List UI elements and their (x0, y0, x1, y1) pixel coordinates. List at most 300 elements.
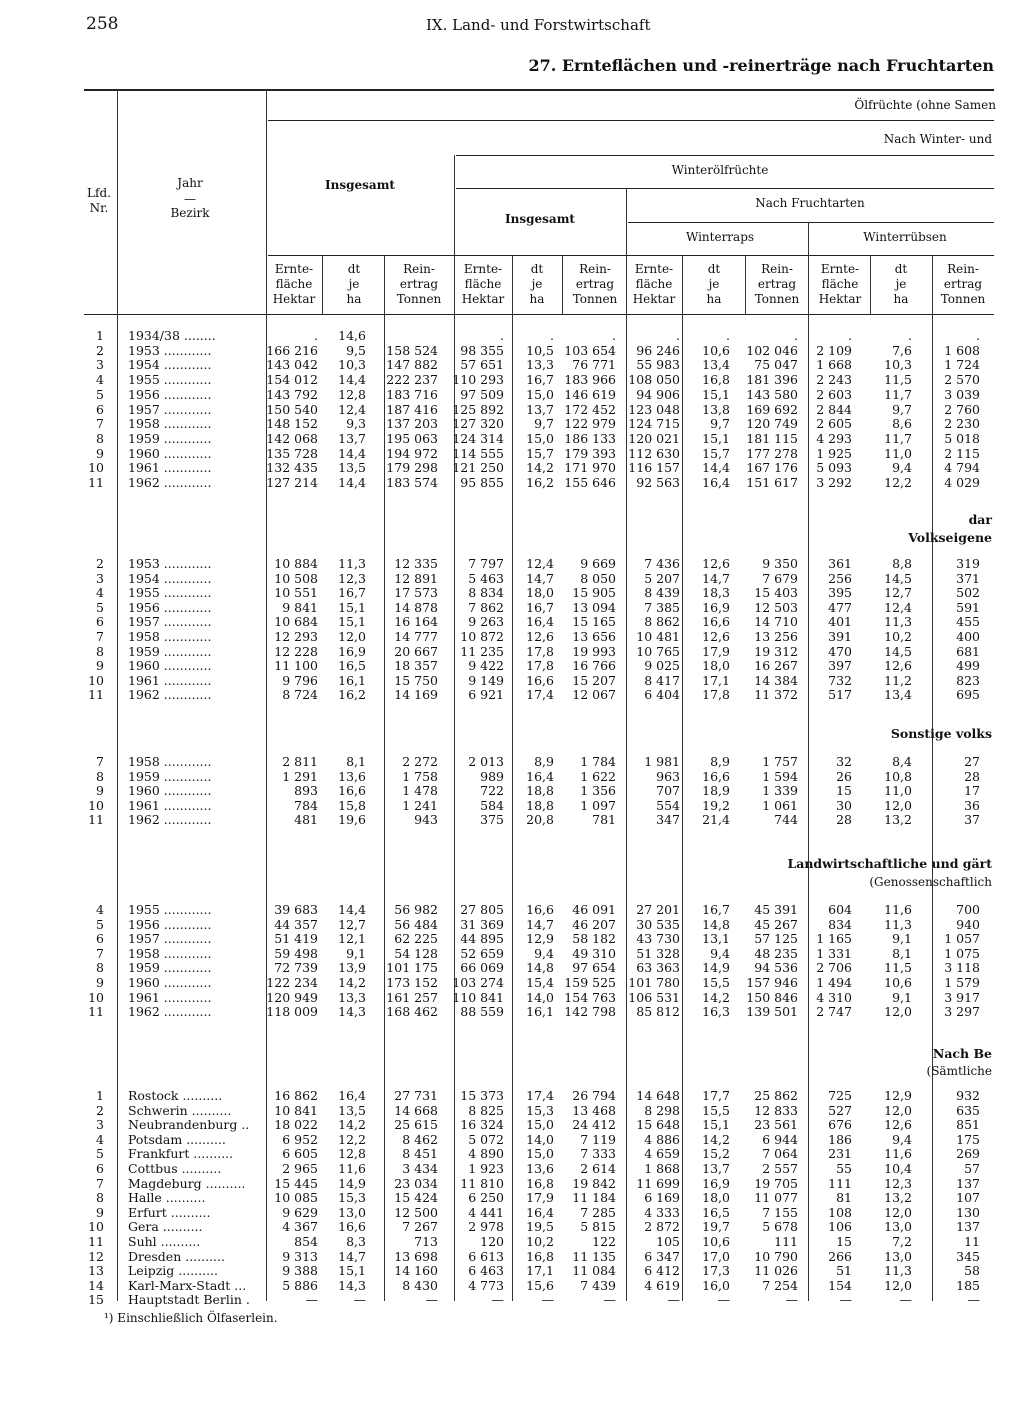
row-label: Neubrandenburg .. (128, 1117, 250, 1133)
cell-col-2: 13,0 (338, 1204, 366, 1220)
cell-col-4: 66 069 (460, 960, 504, 976)
row-number: 9 (96, 1204, 104, 1220)
subheader-ertrag_je_ha-3: dt je ha (706, 262, 722, 306)
cell-col-9: 167 176 (746, 460, 798, 476)
cell-col-4: 9 149 (468, 672, 504, 688)
table-row (0, 902, 1024, 917)
cell-col-3: 194 972 (386, 445, 438, 461)
cell-col-3: 8 430 (402, 1277, 438, 1293)
cell-col-9: 102 046 (746, 342, 798, 358)
row-label: 1962 ............ (128, 475, 212, 490)
cell-col-9: . (794, 328, 798, 343)
cell-col-2: 11,6 (338, 1161, 366, 1176)
table-row (0, 812, 1024, 827)
cell-col-1: 148 152 (266, 416, 318, 432)
cell-col-12: 4 794 (944, 460, 980, 476)
cell-col-10: 2 706 (816, 960, 852, 976)
cell-col-12: 940 (956, 916, 980, 932)
table-row (0, 585, 1024, 600)
cell-col-12: 130 (956, 1204, 980, 1220)
cell-col-7: 1 868 (644, 1161, 680, 1176)
table-row (0, 431, 1024, 446)
cell-col-7: 8 862 (644, 614, 680, 630)
cell-col-10: 395 (828, 585, 852, 601)
row-label: 1961 ............ (128, 989, 212, 1005)
subheader-reinertrag-1: Rein- ertrag Tonnen (396, 262, 442, 306)
cell-col-5: — (541, 1292, 554, 1308)
cell-col-11: 9,4 (892, 460, 912, 476)
row-number: 7 (96, 416, 104, 432)
cell-col-1: 5 886 (282, 1277, 318, 1293)
cell-col-10: 470 (828, 643, 852, 659)
cell-col-8: 14,2 (702, 1131, 730, 1147)
cell-col-10: 106 (828, 1219, 852, 1235)
cell-col-5: 10,5 (526, 342, 554, 358)
cell-col-5: 16,8 (526, 1248, 554, 1264)
cell-col-2: — (353, 1292, 366, 1308)
row-number: 5 (96, 599, 104, 615)
cell-col-5: 17,9 (526, 1190, 554, 1206)
cell-col-4: 6 921 (468, 687, 504, 703)
cell-col-5: 14,0 (526, 1131, 554, 1147)
header-insgesamt: Insgesamt (325, 178, 395, 192)
cell-col-6: 186 133 (564, 430, 616, 446)
cell-col-8: 13,7 (702, 1161, 730, 1176)
cell-col-4: 5 463 (468, 570, 504, 586)
cell-col-10: 30 (836, 797, 852, 813)
row-number: 12 (88, 1248, 104, 1264)
cell-col-7: 27 201 (636, 902, 680, 917)
subheader-flaeche-4: Ernte- fläche Hektar (818, 262, 862, 306)
table-row (0, 460, 1024, 475)
table-row (0, 1190, 1024, 1205)
cell-col-10: 81 (836, 1190, 852, 1206)
row-label: 1957 ............ (128, 614, 212, 630)
header-insgesamt-winter: Insgesamt (505, 212, 575, 226)
cell-col-10: 725 (828, 1088, 852, 1103)
cell-col-2: 12,8 (338, 386, 366, 402)
cell-col-1: 142 068 (266, 430, 318, 446)
subheader-reinertrag-3: Rein- ertrag Tonnen (754, 262, 800, 306)
cell-col-2: 15,1 (338, 614, 366, 630)
cell-col-2: 13,7 (338, 430, 366, 446)
cell-col-1: 39 683 (274, 902, 318, 917)
cell-col-2: 14,3 (338, 1277, 366, 1293)
row-label: 1953 ............ (128, 556, 212, 571)
cell-col-9: 1 061 (762, 797, 798, 813)
row-number: 7 (96, 1175, 104, 1191)
cell-col-10: . (848, 328, 852, 343)
cell-col-2: 16,4 (338, 1088, 366, 1103)
cell-col-3: 2 272 (402, 754, 438, 769)
cell-col-2: 9,3 (346, 416, 366, 432)
cell-col-12: 681 (956, 643, 980, 659)
cell-col-2: 15,1 (338, 1263, 366, 1279)
row-label: Potsdam .......... (128, 1131, 226, 1147)
cell-col-12: 175 (956, 1131, 980, 1147)
cell-col-6: 172 452 (564, 401, 616, 417)
cell-col-12: 695 (956, 687, 980, 703)
table-row (0, 754, 1024, 769)
cell-col-8: . (726, 328, 730, 343)
cell-col-6: 1 622 (580, 768, 616, 784)
cell-col-11: 11,0 (884, 445, 912, 461)
cell-col-3: 62 225 (394, 931, 438, 947)
cell-col-8: 18,0 (702, 658, 730, 674)
row-label: Schwerin .......... (128, 1102, 232, 1118)
row-label: 1958 ............ (128, 754, 212, 769)
cell-col-4: 6 463 (468, 1263, 504, 1279)
row-label: 1962 ............ (128, 1004, 212, 1020)
cell-col-8: 16,5 (702, 1204, 730, 1220)
vrule-c10 (870, 256, 871, 314)
cell-col-4: 27 805 (460, 902, 504, 917)
row-number: 11 (88, 1234, 104, 1249)
rule-fruchtarten (628, 222, 994, 223)
cell-col-4: 52 659 (460, 945, 504, 961)
cell-col-11: 12,3 (884, 1175, 912, 1191)
row-label: 1958 ............ (128, 945, 212, 961)
cell-col-7: 94 906 (636, 386, 680, 402)
cell-col-4: 7 862 (468, 599, 504, 615)
row-label: 1960 ............ (128, 445, 212, 461)
row-number: 6 (96, 931, 104, 947)
table-head-bottom-rule (84, 314, 994, 315)
subheader-ertrag_je_ha-4: dt je ha (893, 262, 909, 306)
table-row (0, 658, 1024, 673)
cell-col-6: 171 970 (564, 460, 616, 476)
cell-col-9: 1 757 (762, 754, 798, 769)
row-number: 1 (96, 328, 104, 343)
row-number: 8 (96, 1190, 104, 1206)
cell-col-7: 108 050 (628, 372, 680, 388)
cell-col-8: 16,3 (702, 1004, 730, 1020)
cell-col-2: 12,7 (338, 916, 366, 932)
cell-col-5: 13,3 (526, 357, 554, 373)
cell-col-4: 6 250 (468, 1190, 504, 1206)
table-row (0, 946, 1024, 961)
cell-col-4: 95 855 (460, 475, 504, 490)
cell-col-6: 183 966 (564, 372, 616, 388)
cell-col-11: 8,8 (892, 556, 912, 571)
cell-col-4: 10 872 (460, 629, 504, 644)
cell-col-1: 59 498 (274, 945, 318, 961)
row-label: 1959 ............ (128, 960, 212, 976)
cell-col-10: 51 (836, 1263, 852, 1279)
cell-col-5: 9,4 (534, 945, 554, 961)
cell-col-9: 7 064 (762, 1146, 798, 1162)
cell-col-8: 13,4 (702, 357, 730, 373)
cell-col-9: 23 561 (754, 1117, 798, 1133)
section-label-sonstige: Sonstige volks (890, 726, 992, 741)
cell-col-8: 9,7 (710, 416, 730, 432)
cell-col-6: 2 614 (580, 1161, 616, 1176)
cell-col-11: 12,0 (884, 1277, 912, 1293)
table-row (0, 917, 1024, 932)
cell-col-10: 186 (828, 1131, 852, 1147)
cell-col-11: 13,0 (884, 1219, 912, 1235)
cell-col-7: 554 (656, 797, 680, 813)
cell-col-2: 13,9 (338, 960, 366, 976)
cell-col-7: 707 (656, 783, 680, 799)
table-row (0, 769, 1024, 784)
cell-col-6: 7 333 (580, 1146, 616, 1162)
cell-col-4: 584 (480, 797, 504, 813)
cell-col-6: 15 207 (572, 672, 616, 688)
cell-col-11: 12,2 (884, 475, 912, 490)
cell-col-10: 1 494 (816, 975, 852, 990)
cell-col-12: 2 570 (944, 372, 980, 388)
table-row (0, 960, 1024, 975)
section-label-lpg: Landwirtschaftliche und gärt (787, 856, 992, 871)
row-label: 1961 ............ (128, 797, 212, 813)
cell-col-5: 17,8 (526, 643, 554, 659)
section-sublabel-volkseigene: Volkseigene (908, 530, 992, 545)
cell-col-10: 15 (836, 783, 852, 799)
table-row (0, 1234, 1024, 1249)
cell-col-2: 14,2 (338, 975, 366, 990)
cell-col-7: 10 765 (636, 643, 680, 659)
cell-col-3: 1 241 (402, 797, 438, 813)
cell-col-8: 13,8 (702, 401, 730, 417)
cell-col-12: 3 039 (944, 386, 980, 402)
cell-col-8: 16,7 (702, 902, 730, 917)
cell-col-1: 1 291 (282, 768, 318, 784)
table-row (0, 644, 1024, 659)
cell-col-11: 11,2 (884, 672, 912, 688)
cell-col-2: 12,3 (338, 570, 366, 586)
cell-col-8: 14,2 (702, 989, 730, 1005)
cell-col-1: 6 605 (282, 1146, 318, 1162)
cell-col-12: 5 018 (944, 430, 980, 446)
cell-col-1: 481 (294, 812, 318, 828)
cell-col-6: 19 993 (572, 643, 616, 659)
cell-col-1: 122 234 (266, 975, 318, 990)
cell-col-11: 11,5 (884, 372, 912, 388)
row-number: 8 (96, 430, 104, 446)
rule-crops (268, 255, 994, 256)
cell-col-6: 179 393 (564, 445, 616, 461)
cell-col-1: 10 551 (274, 585, 318, 601)
cell-col-3: 27 731 (394, 1088, 438, 1103)
cell-col-7: 112 630 (628, 445, 680, 461)
cell-col-12: 3 297 (944, 1004, 980, 1020)
cell-col-1: 15 445 (274, 1175, 318, 1191)
cell-col-11: 12,0 (884, 1004, 912, 1020)
cell-col-4: 2 013 (468, 754, 504, 769)
cell-col-4: 121 250 (452, 460, 504, 476)
cell-col-5: 14,0 (526, 989, 554, 1005)
cell-col-11: 8,6 (892, 416, 912, 432)
cell-col-2: 12,4 (338, 401, 366, 417)
cell-col-11: 12,4 (884, 599, 912, 615)
cell-col-5: 16,4 (526, 614, 554, 630)
row-label: 1953 ............ (128, 342, 212, 358)
cell-col-10: 3 292 (816, 475, 852, 490)
cell-col-12: 823 (956, 672, 980, 688)
cell-col-11: 8,1 (892, 945, 912, 961)
cell-col-9: 177 278 (746, 445, 798, 461)
cell-col-10: 26 (836, 768, 852, 784)
cell-col-3: 23 034 (394, 1175, 438, 1191)
section-label-bezirke: Nach Be (932, 1046, 992, 1061)
cell-col-8: 15,5 (702, 975, 730, 990)
cell-col-5: 13,6 (526, 1161, 554, 1176)
cell-col-6: 16 766 (572, 658, 616, 674)
cell-col-1: 10 085 (274, 1190, 318, 1206)
cell-col-7: 4 333 (644, 1204, 680, 1220)
row-number: 8 (96, 643, 104, 659)
cell-col-11: 14,5 (884, 570, 912, 586)
rule-oelfruechte (268, 120, 994, 121)
row-number: 1 (96, 1088, 104, 1103)
cell-col-5: 15,3 (526, 1102, 554, 1118)
cell-col-10: 108 (828, 1204, 852, 1220)
table-title: 27. Ernteflächen und -reinerträge nach Fruchtarten (528, 56, 994, 75)
cell-col-12: 36 (964, 797, 980, 813)
cell-col-12: 2 230 (944, 416, 980, 432)
cell-col-6: 13 468 (572, 1102, 616, 1118)
footnote: ¹) Einschließlich Ölfaserlein. (104, 1311, 278, 1325)
cell-col-12: 371 (956, 570, 980, 586)
cell-col-10: 477 (828, 599, 852, 615)
cell-col-7: 101 780 (628, 975, 680, 990)
row-number: 5 (96, 386, 104, 402)
cell-col-7: 123 048 (628, 401, 680, 417)
row-label: 1962 ............ (128, 812, 212, 828)
cell-col-6: 8 050 (580, 570, 616, 586)
cell-col-6: 7 439 (580, 1277, 616, 1293)
cell-col-4: 57 651 (460, 357, 504, 373)
cell-col-7: 2 872 (644, 1219, 680, 1235)
cell-col-8: 16,4 (702, 475, 730, 490)
cell-col-10: 266 (828, 1248, 852, 1264)
row-number: 15 (88, 1292, 104, 1308)
cell-col-8: 12,6 (702, 629, 730, 644)
table-row (0, 673, 1024, 688)
cell-col-3: 14 878 (394, 599, 438, 615)
header-bezirk: Bezirk (170, 206, 210, 220)
cell-col-6: 9 669 (580, 556, 616, 571)
cell-col-11: 10,4 (884, 1161, 912, 1176)
cell-col-8: 19,2 (702, 797, 730, 813)
cell-col-7: 15 648 (636, 1117, 680, 1133)
cell-col-11: 11,6 (884, 902, 912, 917)
cell-col-11: 12,0 (884, 1204, 912, 1220)
cell-col-1: 9 629 (282, 1204, 318, 1220)
row-number: 11 (88, 475, 104, 490)
cell-col-7: 30 535 (636, 916, 680, 932)
cell-col-8: 15,5 (702, 1102, 730, 1118)
table-row (0, 1249, 1024, 1264)
cell-col-8: 14,9 (702, 960, 730, 976)
cell-col-10: 2 747 (816, 1004, 852, 1020)
cell-col-7: 14 648 (636, 1088, 680, 1103)
row-label: Leipzig .......... (128, 1263, 218, 1279)
cell-col-11: 11,0 (884, 783, 912, 799)
cell-col-2: 16,7 (338, 585, 366, 601)
cell-col-2: 8,3 (346, 1234, 366, 1249)
chapter-title: IX. Land- und Forstwirtschaft (426, 16, 651, 34)
row-label: Rostock .......... (128, 1088, 223, 1103)
cell-col-11: 9,1 (892, 931, 912, 947)
cell-col-1: 784 (294, 797, 318, 813)
cell-col-5: 14,7 (526, 916, 554, 932)
cell-col-9: 1 339 (762, 783, 798, 799)
cell-col-6: 11 184 (572, 1190, 616, 1206)
cell-col-12: . (976, 328, 980, 343)
cell-col-8: 16,6 (702, 614, 730, 630)
cell-col-8: 18,3 (702, 585, 730, 601)
row-number: 10 (88, 672, 104, 688)
table-row (0, 571, 1024, 586)
cell-col-8: 8,9 (710, 754, 730, 769)
cell-col-6: — (603, 1292, 616, 1308)
cell-col-1: 154 012 (266, 372, 318, 388)
cell-col-6: 58 182 (572, 931, 616, 947)
cell-col-4: 88 559 (460, 1004, 504, 1020)
cell-col-7: 6 347 (644, 1248, 680, 1264)
row-number: 5 (96, 916, 104, 932)
table-row (0, 1278, 1024, 1293)
cell-col-3: 56 484 (394, 916, 438, 932)
table-row (0, 629, 1024, 644)
header-lfd-nr: Lfd. Nr. (87, 186, 111, 215)
cell-col-2: 12,1 (338, 931, 366, 947)
row-label: 1956 ............ (128, 599, 212, 615)
cell-col-9: 120 749 (746, 416, 798, 432)
row-label: Erfurt .......... (128, 1204, 211, 1220)
cell-col-2: 12,8 (338, 1146, 366, 1162)
cell-col-10: 2 605 (816, 416, 852, 432)
cell-col-8: 17,7 (702, 1088, 730, 1103)
cell-col-2: 11,3 (338, 556, 366, 571)
cell-col-8: 15,7 (702, 445, 730, 461)
cell-col-3: 54 128 (394, 945, 438, 961)
cell-col-4: 103 274 (452, 975, 504, 990)
cell-col-9: 11 026 (754, 1263, 798, 1279)
cell-col-4: 8 825 (468, 1102, 504, 1118)
cell-col-1: 135 728 (266, 445, 318, 461)
cell-col-2: 15,8 (338, 797, 366, 813)
cell-col-5: 16,6 (526, 672, 554, 688)
table-row (0, 357, 1024, 372)
cell-col-6: 1 097 (580, 797, 616, 813)
cell-col-3: 147 882 (386, 357, 438, 373)
cell-col-6: 5 815 (580, 1219, 616, 1235)
row-number: 6 (96, 1161, 104, 1176)
cell-col-11: 7,2 (892, 1234, 912, 1249)
cell-col-6: 122 (592, 1234, 616, 1249)
cell-col-1: — (305, 1292, 318, 1308)
cell-col-6: 7 285 (580, 1204, 616, 1220)
row-label: 1961 ............ (128, 460, 212, 476)
cell-col-1: 118 009 (266, 1004, 318, 1020)
cell-col-3: 195 063 (386, 430, 438, 446)
cell-col-10: 2 844 (816, 401, 852, 417)
header-nach-fruchtarten: Nach Fruchtarten (755, 196, 865, 210)
cell-col-9: 48 235 (754, 945, 798, 961)
cell-col-7: 63 363 (636, 960, 680, 976)
cell-col-5: . (550, 328, 554, 343)
row-label: Magdeburg .......... (128, 1175, 246, 1191)
cell-col-1: 2 811 (282, 754, 318, 769)
cell-col-2: 8,1 (346, 754, 366, 769)
cell-col-9: 12 833 (754, 1102, 798, 1118)
cell-col-10: 4 310 (816, 989, 852, 1005)
cell-col-8: 16,9 (702, 1175, 730, 1191)
cell-col-9: 16 267 (754, 658, 798, 674)
